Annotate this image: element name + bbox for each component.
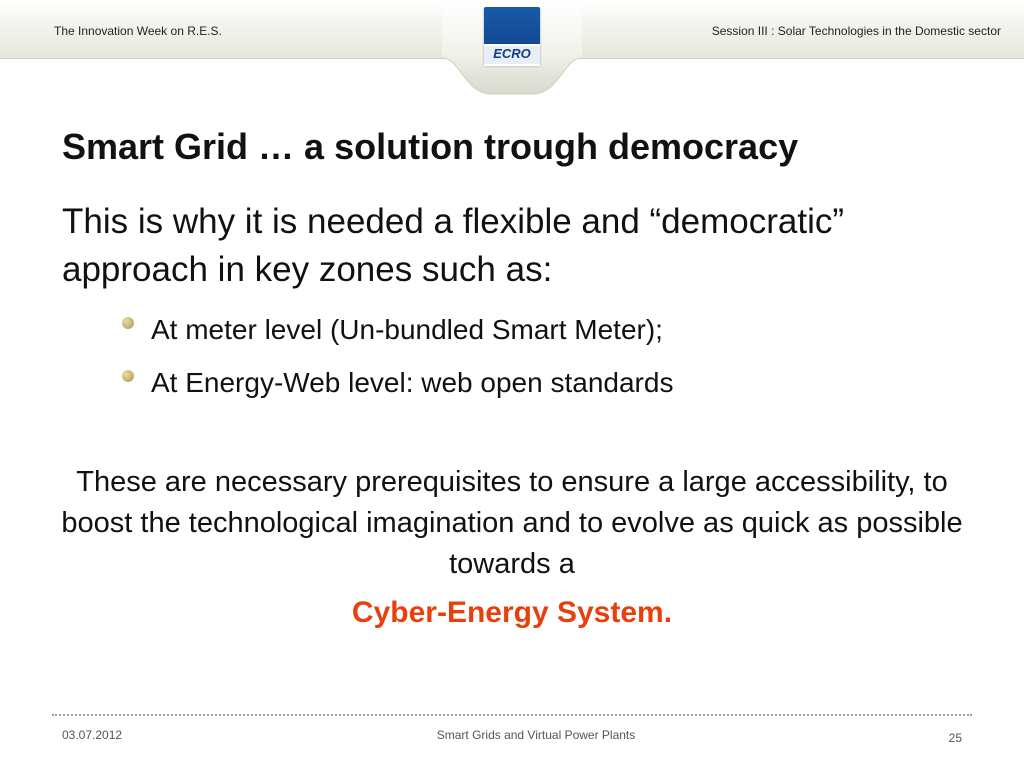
highlight-text: Cyber-Energy System. (351, 596, 673, 629)
header-left-text: The Innovation Week on R.E.S. (54, 24, 222, 38)
bullet-text: At Energy-Web level: web open standards (151, 367, 674, 398)
intro-paragraph: This is why it is needed a flexible and “democratic” approach in key zones such as: (62, 202, 845, 289)
bullet-icon (122, 317, 134, 329)
bullet-item (122, 303, 673, 356)
bullet-item (122, 356, 673, 409)
page-number: 25 (948, 731, 962, 745)
header-right-text: Session III : Solar Technologies in the Domestic sector (711, 24, 1001, 38)
logo-text: ECRO (493, 46, 531, 61)
footer-title: Smart Grids and Virtual Power Plants (436, 728, 636, 742)
ecro-logo (484, 7, 540, 65)
bullet-text: At meter level (Un-bundled Smart Meter); (151, 314, 663, 345)
footer-divider (52, 714, 972, 716)
footer-date: 03.07.2012 (62, 728, 123, 742)
conclusion-paragraph: These are necessary prerequisites to ensure a large accessibility, to boost the technological imagination and to evolve as quick as possible towards a (61, 466, 963, 580)
bullet-list (122, 303, 673, 409)
slide-title: Smart Grid … a solution trough democracy (62, 126, 799, 167)
bullet-icon (122, 370, 134, 382)
